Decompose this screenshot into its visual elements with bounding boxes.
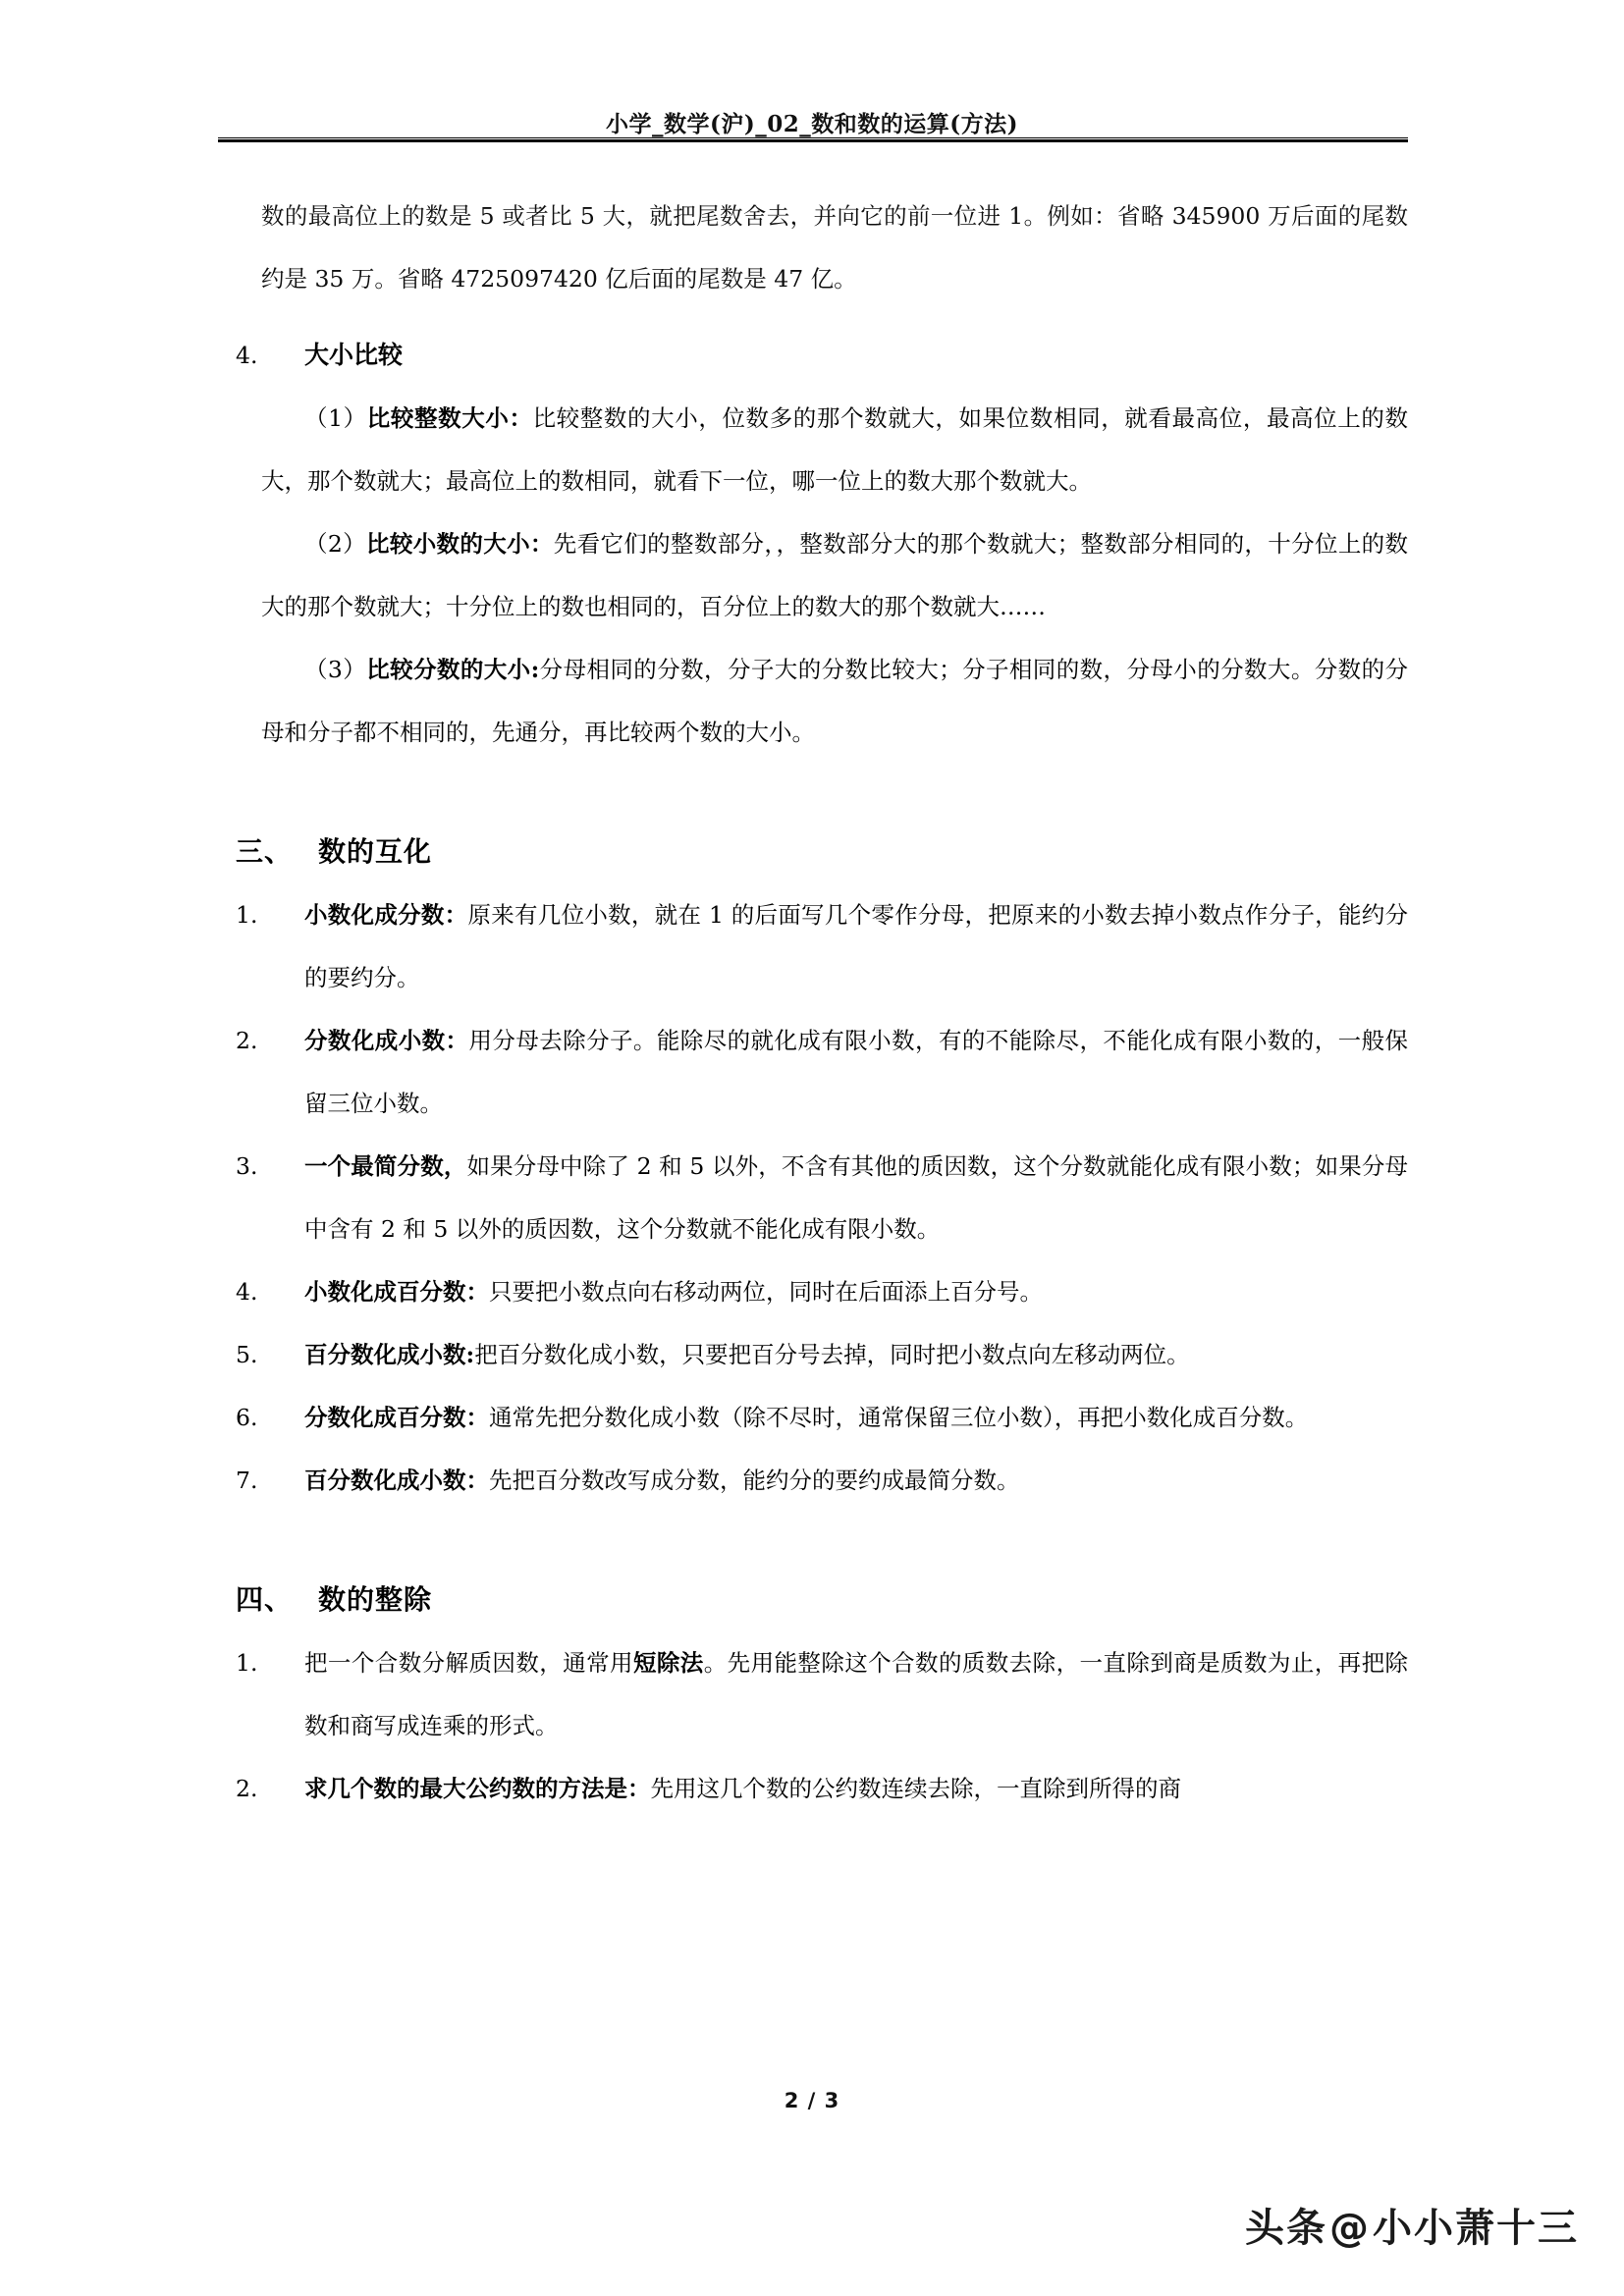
list-item-number: 1. [236,901,258,929]
section-title: 数的整除 [318,1583,433,1616]
compare-item-marker: （1） [304,404,367,432]
list-item-body: 通常先把分数化成小数（除不尽时，通常保留三位小数），再把小数化成百分数。 [489,1404,1309,1431]
list-item-body: 把百分数化成小数，只要把百分号去掉，同时把小数点向左移动两位。 [474,1341,1190,1368]
spacer [218,310,1408,324]
section3-item-6 [218,1386,1408,1449]
list-item-lead: 分数化成小数： [304,1027,469,1054]
section3-item-4 [218,1260,1408,1323]
compare-item-marker: （3） [304,656,367,683]
list-item-number: 1. [236,1649,258,1677]
watermark [1245,2197,1579,2253]
list-item-body: 只要把小数点向右移动两位，同时在后面添上百分号。 [489,1278,1043,1306]
section3-item-2 [218,1009,1408,1135]
section3-item-7 [218,1449,1408,1512]
section3-item-3 [218,1135,1408,1260]
list-item-number: 2. [236,1775,258,1802]
compare-item-body: 比较整数的大小，位数多的那个数就大，如果位数相同，就看最高位，最高位上的数大，那个数就大；最高位上的数相同，就看下一位，哪一位上的数大那个数就大。 [261,404,1409,495]
compare-item-1 [218,387,1408,512]
list-item-number: 2. [236,1027,258,1054]
document-body [218,185,1408,1820]
spacer [218,1512,1408,1569]
list-item-body: 先把百分数改写成分数，能约分的要约成最简分数。 [489,1467,1020,1494]
list-item-number: 6. [236,1404,258,1431]
list-item-body-bold: 短除法 [632,1649,704,1677]
list-item-number: 7. [236,1467,258,1494]
compare-item-3 [218,638,1408,764]
page-header [0,106,1624,138]
list-item-body-before: 把一个合数分解质因数，通常用 [304,1649,633,1677]
section-number: 三、 [236,835,294,868]
watermark-platform: 头条 [1245,2206,1327,2251]
page-number: 2 / 3 [784,2089,840,2112]
section4-item-1 [218,1631,1408,1757]
list-item-lead: 百分数化成小数： [304,1467,489,1494]
list-item-number: 5. [236,1341,258,1368]
compare-item-lead: 比较分数的大小: [366,656,540,683]
list-item-4-heading [218,324,1408,387]
list-item-lead: 小数化成分数： [304,901,468,929]
list-item-number: 3. [236,1152,258,1180]
list-item-lead: 一个最简分数， [304,1152,467,1180]
watermark-username: 小小萧十三 [1373,2206,1579,2251]
spacer [218,764,1408,821]
list-item-lead: 分数化成百分数： [304,1404,489,1431]
list-item-lead: 求几个数的最大公约数的方法是： [304,1775,651,1802]
section-title: 数的互化 [318,835,433,868]
compare-item-lead: 比较小数的大小： [366,530,554,558]
page-footer [0,2089,1624,2112]
section-heading-3 [218,821,1408,883]
list-item-body-after: 。先用能整除这个合数的质数去除，一直除到商是质数为止，再把除数和商写成连乘的形式。 [304,1649,1409,1739]
compare-item-body: 分母相同的分数，分子大的分数比较大；分子相同的数，分母小的分数大。分数的分母和分子都不相同的，先通分，再比较两个数的大小。 [261,656,1408,746]
list-item-lead: 小数化成百分数： [304,1278,489,1306]
intro-paragraph: 数的最高位上的数是 5 或者比 5 大，就把尾数舍去，并向它的前一位进 1。例如：省略 345900 万后面的尾数约是 35 万。省略 4725097420 亿后面的尾数是 47 亿。 [261,202,1408,293]
list-item-body: 用分母去除分子。能除尽的就化成有限小数，有的不能除尽，不能化成有限小数的，一般保留三位小数。 [304,1027,1409,1117]
compare-item-2 [218,512,1408,638]
list-item-body: 如果分母中除了 2 和 5 以外，不含有其他的质因数，这个分数就能化成有限小数；如果分母中含有 2 和 5 以外的质因数，这个分数就不能化成有限小数。 [304,1152,1408,1243]
section3-item-1 [218,883,1408,1009]
compare-item-body: 先看它们的整数部分，，整数部分大的那个数就大；整数部分相同的，十分位上的数大的那个数就大；十分位上的数也相同的，百分位上的数大的那个数就大…… [261,530,1409,620]
section3-item-5 [218,1323,1408,1386]
compare-item-lead: 比较整数大小： [366,404,533,432]
list-item-lead: 百分数化成小数: [304,1341,475,1368]
watermark-at-symbol: @ [1329,2206,1371,2251]
compare-item-marker: （2） [304,530,366,558]
list-item-number: 4. [236,342,258,369]
list-item-number: 4. [236,1278,258,1306]
section4-item-2 [218,1757,1408,1820]
header-title: 小学_数学(沪)_02_数和数的运算(方法) [605,111,1019,137]
header-divider-rule [218,137,1408,142]
list-item-body: 先用这几个数的公约数连续去除，一直除到所得的商 [650,1775,1181,1802]
list-item-title: 大小比较 [304,341,404,369]
list-item-body: 原来有几位小数，就在 1 的后面写几个零作分母，把原来的小数去掉小数点作分子，能约分的要约分。 [304,901,1409,991]
section-number: 四、 [236,1583,294,1616]
section-heading-4 [218,1569,1408,1631]
